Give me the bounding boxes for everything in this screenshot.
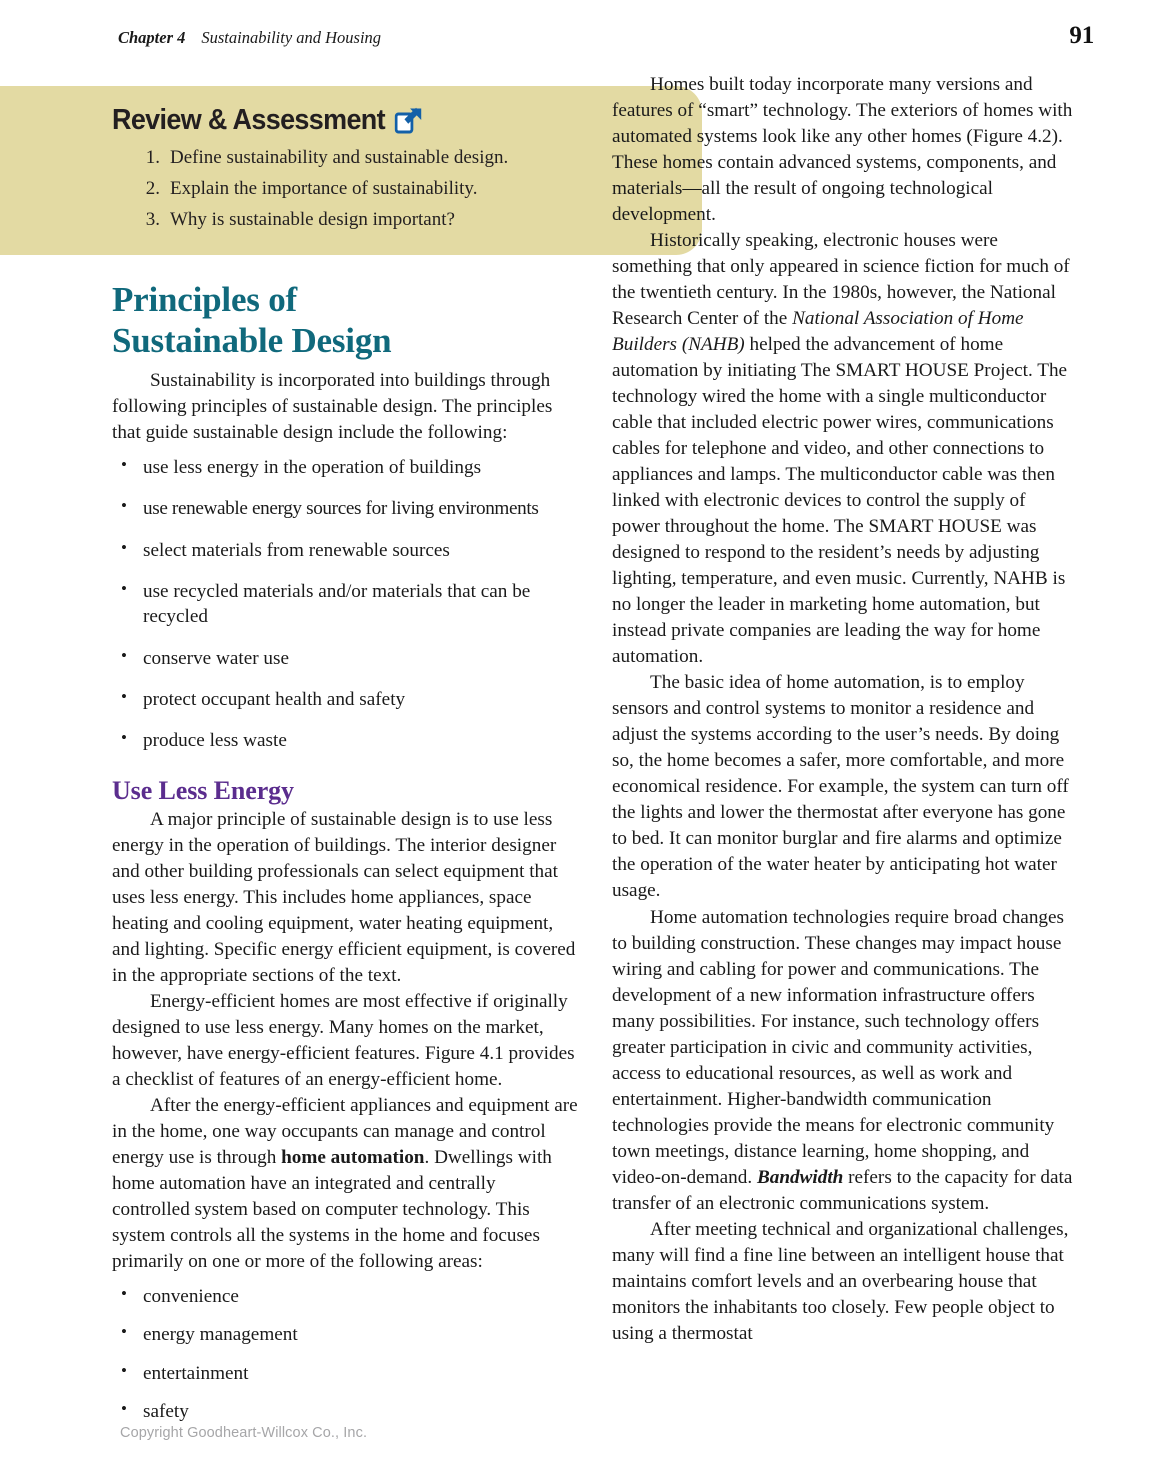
principles-list-item: • produce less waste <box>112 728 578 753</box>
right-paragraph-2-text-after: helped the advancement of home automation by initiating The SMART HOUSE Project. The technology wired the home with a single multiconductor cable that included electric power wires, communications cables for telephone and video, and other connections to appliances and lamps. The multiconductor cable was then linked with electronic devices to control the supply of power throughout the home. The SMART HOUSE was designed to respond to the resident’s needs by adjusting lighting, temperature, and even music. Currently, NAHB is no longer the leader in marketing home automation, but instead private companies are leading the way for home automation. <box>612 334 1068 668</box>
left-paragraph-3 <box>112 1093 578 1275</box>
section-heading-line-2: Sustainable Design <box>112 320 392 360</box>
left-paragraph-1: A major principle of sustainable design is to use less energy in the operation of buildings. The interior designer and other building professionals can select equipment that uses less energy. This includes home appliances, space heating and cooling equipment, water heating equipment, and lighting. Specific energy efficient equipment, is covered in the appropriate sections of the text. <box>112 808 576 986</box>
principles-list-item: • conserve water use <box>112 646 578 671</box>
running-head-chapter: Chapter 4 <box>118 28 186 47</box>
principles-list-item: • use recycled materials and/or materials that can be recycled <box>112 579 578 630</box>
right-paragraph-2-text-before: Historically speaking, electronic houses were something that only appeared in science fiction for much of the twentieth century. In the 1980s, however, the National Research Center of the <box>612 230 1070 330</box>
review-assessment-box <box>0 86 702 255</box>
right-paragraph-4 <box>612 905 1078 1217</box>
running-head-title: Sustainability and Housing <box>201 28 382 47</box>
intro-paragraph: Sustainability is incorporated into buildings through following principles of sustainable design. The principles that guide sustainable design include the following: <box>112 369 553 443</box>
review-question-item: Explain the importance of sustainability. <box>170 177 478 199</box>
principles-list-item: • protect occupant health and safety <box>112 687 578 712</box>
left-column <box>112 72 578 1433</box>
review-question-item: Why is sustainable design important? <box>170 208 455 230</box>
key-term-home-automation: home automation <box>281 1146 425 1168</box>
right-paragraph-5: After meeting technical and organizational challenges, many will find a fine line between an intelligent house that maintains comfort levels and an overbearing house that monitors the inhabitants too closely. Few people object to using a thermostat <box>612 1218 1069 1344</box>
review-question-item: Define sustainability and sustainable design. <box>170 147 509 168</box>
page-number: 91 <box>1069 22 1094 49</box>
left-paragraph-2: Energy-efficient homes are most effective if originally designed to use less energy. Many homes on the market, however, have energy-efficient features. Figure 4.1 provides a checklist of features of an energy-efficient home. <box>112 990 575 1090</box>
principles-list-item: • select materials from renewable sources <box>112 538 578 563</box>
left-paragraph-3-text-after: . Dwellings with home automation have an integrated and centrally controlled system based on computer technology. This system controls all the systems in the home and focuses primarily on one or more of the following areas: <box>112 1146 552 1272</box>
sub-heading-use-less-energy: Use Less Energy <box>112 775 294 805</box>
organization-name-nahb: National Association of Home Builders (NAHB) <box>612 308 1024 356</box>
review-assessment-heading <box>112 104 637 137</box>
copyright-footer: Copyright Goodheart-Willcox Co., Inc. <box>120 1425 368 1441</box>
right-column <box>612 72 1078 1347</box>
principles-list-item: • use less energy in the operation of buildings <box>112 455 578 480</box>
principles-list-item: • use renewable energy sources for living environments <box>112 496 578 521</box>
running-head <box>118 28 381 48</box>
left-paragraph-3-text-before: After the energy-efficient appliances and equipment are in the home, one way occupants can manage and control energy use is through <box>112 1094 578 1168</box>
review-assessment-heading-label: Review & Assessment <box>112 104 385 136</box>
principles-list <box>112 455 578 754</box>
section-heading-line-1: Principles of <box>112 280 298 319</box>
right-paragraph-4-text-after: refers to the capacity for data transfer of an electronic communications system. <box>612 1166 1073 1214</box>
right-paragraph-4-text-before: Home automation technologies require broad changes to building construction. These changes may impact house wiring and cabling for power and communications. The development of a new information infrastructure offers many possibilities. For instance, such technology offers greater participation in civic and community activities, access to educational resources, as well as work and entertainment. Higher-bandwidth communication technologies provide the means for electronic community town meetings, distance learning, home shopping, and video-on-demand. <box>612 906 1064 1188</box>
automation-areas-list-item: • convenience <box>112 1284 578 1309</box>
automation-areas-list-item: • safety <box>112 1399 578 1424</box>
external-link-icon[interactable] <box>394 107 422 135</box>
automation-areas-list <box>112 1284 578 1424</box>
automation-areas-list-item: • entertainment <box>112 1361 578 1386</box>
right-paragraph-3: The basic idea of home automation, is to employ sensors and control systems to monitor a residence and adjust the systems according to the user’s needs. By doing so, the home becomes a safer, more comfortable, and more economical residence. For example, the system can turn off the lights and lower the thermostat after everyone has gone to bed. It can monitor burglar and fire alarms and optimize the operation of the water heater by anticipating hot water usage. <box>612 672 1069 902</box>
right-paragraph-1: Homes built today incorporate many versions and features of “smart” technology. The exteriors of homes with automated systems look like any other homes (Figure 4.2). These homes contain advanced systems, components, and materials—all the result of ongoing technological development. <box>612 74 1073 226</box>
review-question-list <box>112 143 676 235</box>
automation-areas-list-item: • energy management <box>112 1322 578 1347</box>
section-heading <box>112 280 578 362</box>
key-term-bandwidth: Bandwidth <box>756 1166 844 1188</box>
right-paragraph-2 <box>612 228 1078 670</box>
